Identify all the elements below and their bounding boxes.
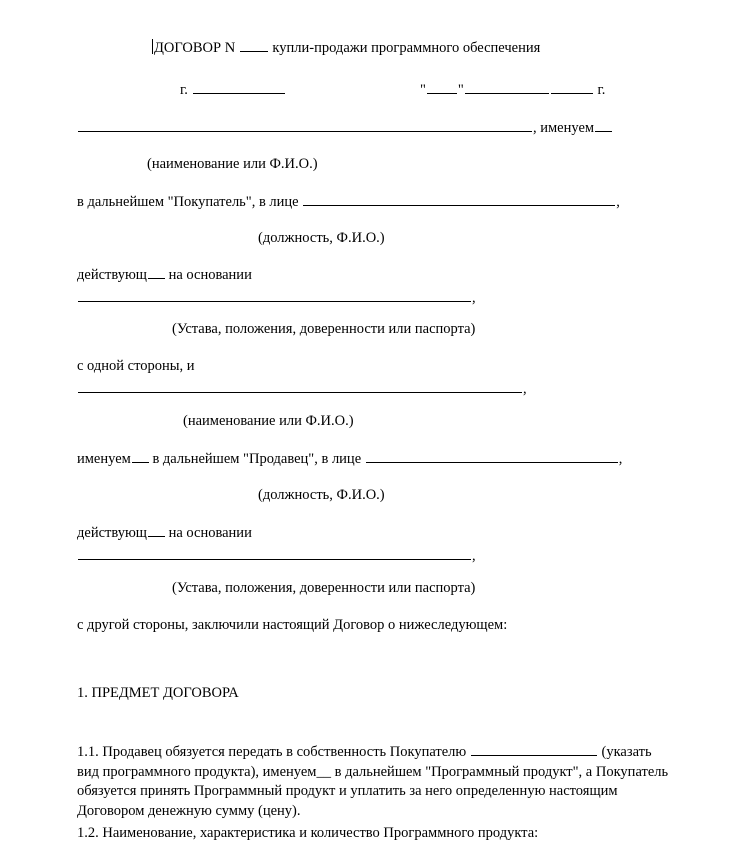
date-year-suffix: г. — [597, 82, 606, 98]
seller-name-blank[interactable] — [78, 379, 522, 393]
product-type-blank[interactable] — [471, 742, 597, 756]
seller-acting-text: действующ — [77, 525, 147, 541]
clause-1-1-number: 1.1. — [77, 744, 99, 760]
seller-name-caption: (наименование или Ф.И.О.) — [183, 413, 354, 429]
buyer-name-caption: (наименование или Ф.И.О.) — [147, 156, 318, 172]
seller-acting-tail: на основании — [168, 525, 252, 541]
other-party-line: с другой стороны, заключили настоящий Договор о нижеследующем: — [77, 617, 508, 633]
city-blank[interactable] — [193, 80, 285, 94]
clause-1-2-number: 1.2. — [77, 825, 99, 841]
seller-hereinafter-line — [0, 449, 746, 468]
day-blank[interactable] — [427, 80, 457, 94]
buyer-basis-caption: (Устава, положения, доверенности или паспорта) — [172, 321, 476, 337]
buyer-name-line — [0, 118, 746, 137]
year-blank[interactable] — [551, 80, 593, 94]
title-suffix: купли-продажи программного обеспечения — [272, 40, 541, 56]
seller-acting-ending-blank[interactable] — [148, 525, 165, 537]
section-1-heading: 1. ПРЕДМЕТ ДОГОВОРА — [77, 685, 239, 701]
text-cursor — [152, 39, 153, 54]
seller-name-line — [0, 379, 746, 398]
seller-named-ending-blank[interactable] — [132, 451, 149, 463]
buyer-hereinafter-tail: , — [616, 194, 620, 210]
clause-1-1-text-before: Продавец обязуется передать в собственность Покупателю — [102, 744, 467, 760]
clause-1-1 — [77, 742, 677, 821]
contract-number-blank[interactable] — [240, 38, 268, 52]
buyer-acting-line — [0, 266, 746, 284]
seller-hereinafter-text: в дальнейшем "Продавец", в лице — [152, 451, 362, 467]
city-prefix: г. — [180, 82, 188, 98]
seller-basis-blank[interactable] — [78, 546, 471, 560]
buyer-basis-line — [0, 288, 746, 307]
clause-1-2 — [77, 824, 677, 844]
seller-basis-tail: , — [472, 548, 476, 564]
seller-basis-caption: (Устава, положения, доверенности или паспорта) — [172, 580, 476, 596]
city-line — [0, 80, 746, 99]
seller-named-label: именуем — [77, 451, 131, 467]
buyer-hereinafter-text: в дальнейшем "Покупатель", в лице — [77, 194, 299, 210]
title-prefix: ДОГОВОР N — [154, 40, 236, 56]
buyer-hereinafter-line — [0, 192, 746, 211]
buyer-acting-ending-blank[interactable] — [148, 267, 165, 279]
buyer-named-ending-blank[interactable] — [595, 120, 612, 132]
month-blank[interactable] — [465, 80, 549, 94]
seller-acting-line — [0, 524, 746, 542]
seller-name-tail: , — [523, 381, 527, 397]
one-party-line: с одной стороны, и — [77, 358, 195, 374]
buyer-representative-blank[interactable] — [303, 192, 615, 206]
seller-hereinafter-tail: , — [618, 451, 623, 467]
buyer-position-caption: (должность, Ф.И.О.) — [258, 230, 385, 246]
buyer-acting-text: действующ — [77, 267, 147, 283]
date-quote-open: " — [420, 82, 426, 98]
clause-1-2-text: Наименование, характеристика и количество Программного продукта: — [102, 825, 539, 841]
buyer-acting-tail: на основании — [168, 267, 252, 283]
buyer-name-blank[interactable] — [78, 118, 532, 132]
buyer-named-label: , именуем — [533, 120, 595, 136]
buyer-basis-tail: , — [472, 290, 476, 306]
date-line — [420, 80, 605, 99]
seller-position-caption: (должность, Ф.И.О.) — [258, 487, 385, 503]
document-title — [0, 38, 746, 57]
seller-basis-line — [0, 546, 746, 565]
date-quote-close: " — [457, 82, 464, 98]
seller-representative-blank[interactable] — [366, 449, 618, 463]
clause-1-1-text-after: (указать вид программного продукта), именуем__ в дальнейшем "Программный продукт", а Покупатель обязуется принять Программный продукт и уплатить за него определенную настоящим Договором денежную сумму (цену). — [77, 744, 669, 819]
buyer-basis-blank[interactable] — [78, 288, 471, 302]
